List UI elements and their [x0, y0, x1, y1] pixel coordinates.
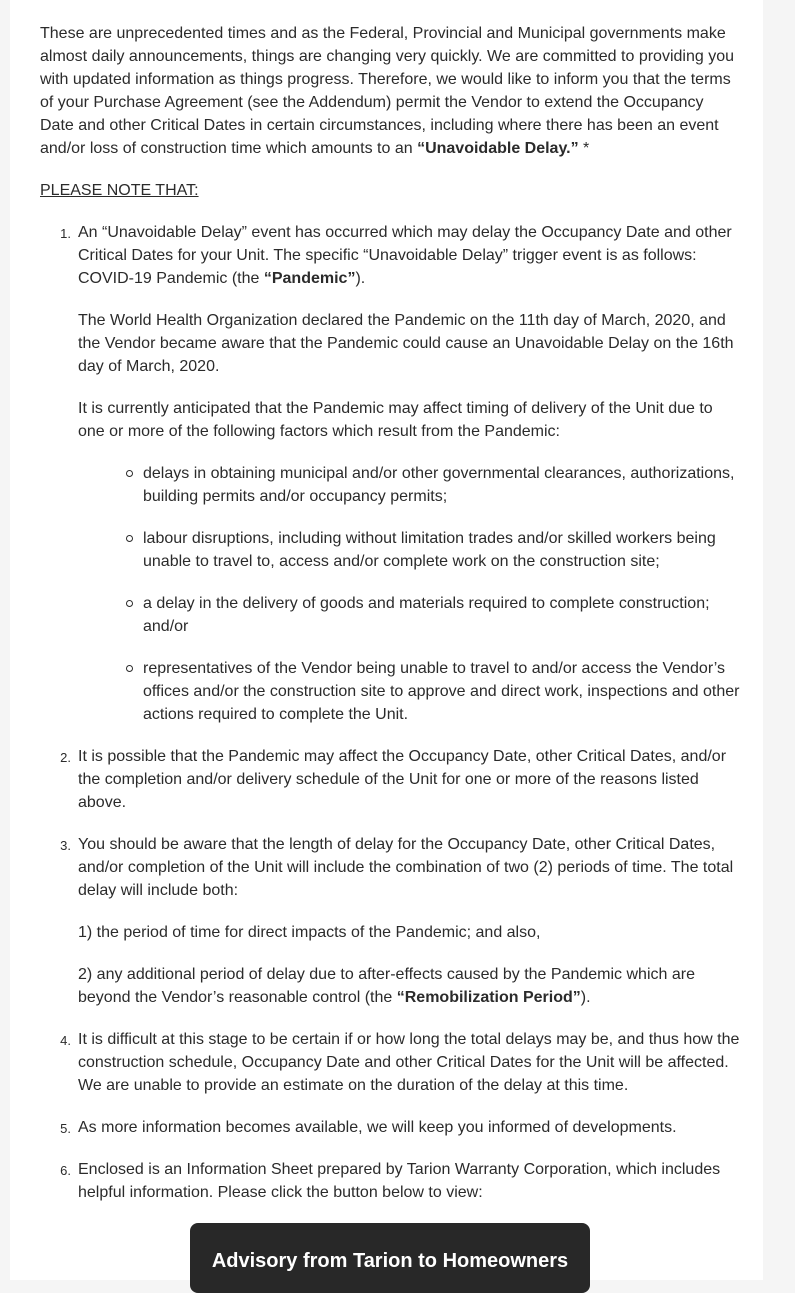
list-item-4-paragraph: It is difficult at this stage to be certain if or how long the total delays may be, and thus how the construction schedule, Occupancy Date and other Critical Dates for the Unit will be affected. We are unable to provide an estimate on the duration of the delay at this time. [78, 1031, 740, 1094]
advisory-button-label: Advisory from Tarion to Homeowners [211, 1250, 569, 1272]
bullet-list [78, 462, 740, 726]
list-item-3-number: 3. [60, 838, 71, 853]
please-note-heading-text: PLEASE NOTE THAT: [40, 182, 199, 199]
list-item-1 [60, 221, 740, 726]
list-item-5 [60, 1116, 740, 1139]
button-row [40, 1223, 740, 1293]
list-item-1-p1-text: An “Unavoidable Delay” event has occurred which may delay the Occupancy Date and other Critical Dates for your Unit. The specific “Unavoidable Delay” trigger event is as follows: COVID-19 Pandemic (the [78, 224, 732, 287]
intro-bold-term: “Unavoidable Delay.” [417, 140, 579, 157]
list-item-1-p1-tail: ). [355, 270, 366, 287]
list-item-4 [60, 1028, 740, 1097]
bullet-item: labour disruptions, including without limitation trades and/or skilled workers being unable to travel to, access and/or complete work on the construction site; [143, 527, 740, 573]
list-item-6-paragraph: Enclosed is an Information Sheet prepared by Tarion Warranty Corporation, which includes helpful information. Please click the button below to view: [78, 1161, 721, 1201]
list-item-2 [60, 745, 740, 814]
intro-asterisk: * [578, 140, 590, 157]
advisory-button[interactable] [190, 1223, 590, 1293]
list-item-5-number: 5. [60, 1121, 71, 1136]
list-item-3-subpoint-1: 1) the period of time for direct impacts of the Pandemic; and also, [78, 924, 541, 941]
list-item-6 [60, 1158, 740, 1204]
pandemic-bold-term: “Pandemic” [263, 270, 356, 287]
list-item-3-paragraph-1: You should be aware that the length of delay for the Occupancy Date, other Critical Dates, and/or completion of the Unit will include the combination of two (2) periods of time. The total delay will include both: [78, 836, 734, 899]
list-item-1-paragraph-1 [78, 221, 740, 290]
remobilization-bold-term: “Remobilization Period” [396, 989, 581, 1006]
list-item-5-paragraph: As more information becomes available, we will keep you informed of developments. [78, 1119, 677, 1136]
list-item-2-paragraph: It is possible that the Pandemic may affect the Occupancy Date, other Critical Dates, and/or the completion and/or delivery schedule of the Unit for one or more of the reasons listed above. [78, 748, 727, 811]
please-note-heading [40, 179, 740, 202]
list-item-3 [60, 833, 740, 1009]
list-item-1-number: 1. [60, 226, 71, 241]
numbered-list [40, 221, 740, 1204]
list-item-6-number: 6. [60, 1163, 71, 1178]
bullet-item: a delay in the delivery of goods and materials required to complete construction; and/or [143, 592, 740, 638]
list-item-3-subpoint-2-text: 2) any additional period of delay due to after-effects caused by the Pandemic which are beyond the Vendor’s reasonable control (the [78, 966, 695, 1006]
list-item-3-subpoint-2 [78, 963, 740, 1009]
email-body [10, 0, 763, 1280]
intro-paragraph [40, 22, 740, 160]
bullet-item: delays in obtaining municipal and/or other governmental clearances, authorizations, building permits and/or occupancy permits; [143, 462, 740, 508]
list-item-1-paragraph-3: It is currently anticipated that the Pandemic may affect timing of delivery of the Unit due to one or more of the following factors which result from the Pandemic: [78, 400, 713, 440]
intro-text: These are unprecedented times and as the Federal, Provincial and Municipal governments make almost daily announcements, things are changing very quickly. We are committed to providing you with updated information as things progress. Therefore, we would like to inform you that the terms of your Purchase Agreement (see the Addendum) permit the Vendor to extend the Occupancy Date and other Critical Dates in certain circumstances, including where there has been an event and/or loss of construction time which amounts to an [40, 25, 734, 157]
list-item-4-number: 4. [60, 1033, 71, 1048]
list-item-3-subpoint-2-tail: ). [580, 989, 591, 1006]
bullet-item: representatives of the Vendor being unable to travel to and/or access the Vendor’s offices and/or the construction site to approve and direct work, inspections and other actions required to complete the Unit. [143, 657, 740, 726]
list-item-1-paragraph-2: The World Health Organization declared the Pandemic on the 11th day of March, 2020, and the Vendor became aware that the Pandemic could cause an Unavoidable Delay on the 16th day of March, 2020. [78, 312, 734, 375]
list-item-2-number: 2. [60, 750, 71, 765]
